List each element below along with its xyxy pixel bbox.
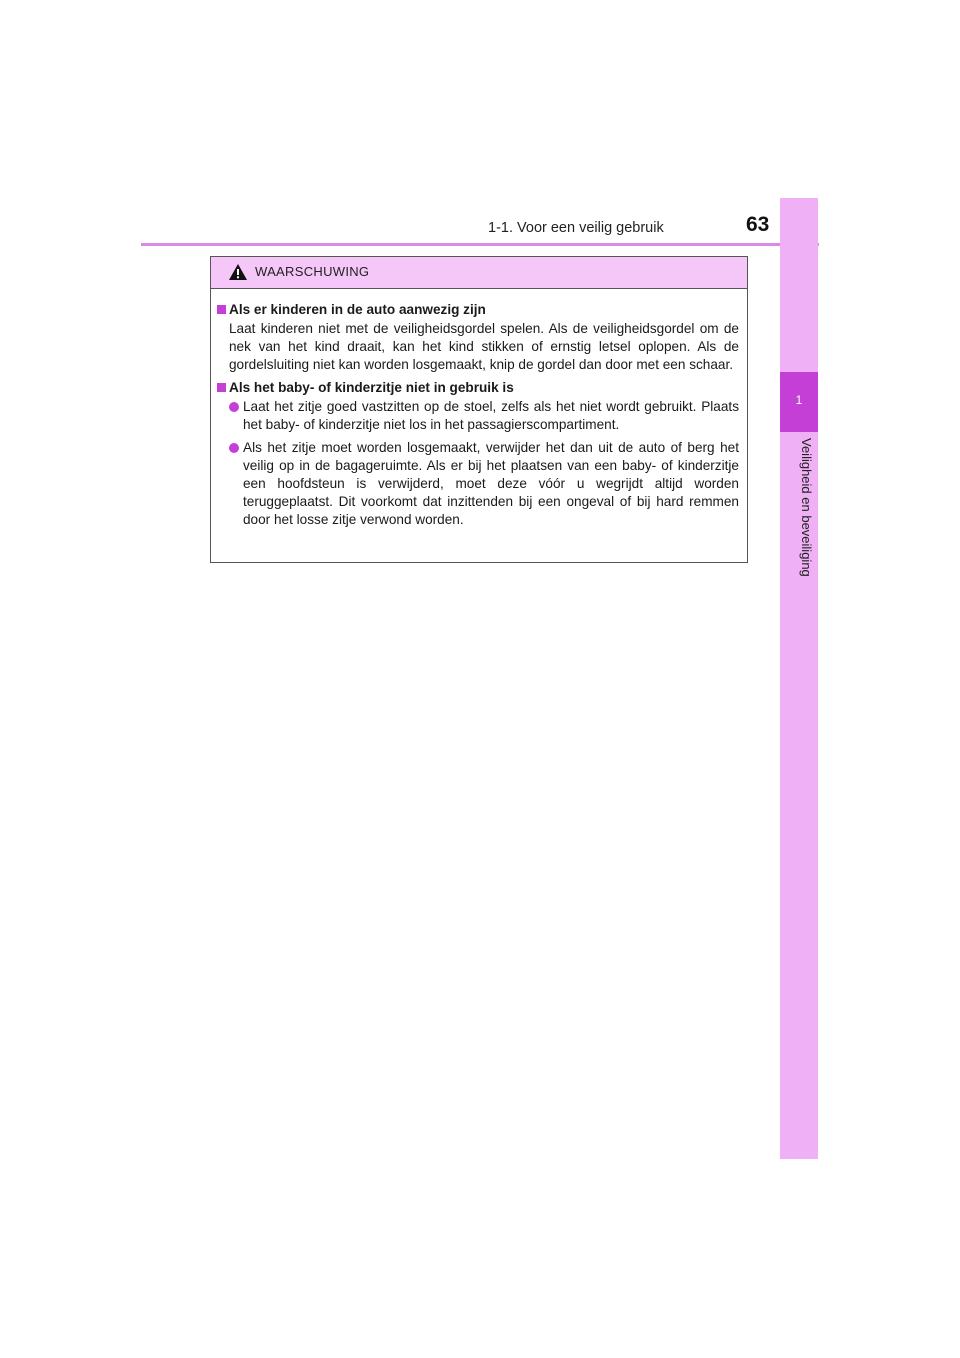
section-title: 1-1. Voor een veilig gebruik (488, 220, 664, 236)
list-item-text: Laat het zitje goed vastzitten op de stoel, zelfs als het niet wordt gebruikt. Plaats het baby- of kinderzitje niet los in het passagierscompartiment. (243, 399, 739, 432)
round-bullet-icon (229, 402, 239, 412)
chapter-title: Veiligheid en beveiliging (799, 438, 814, 577)
warning-box (210, 256, 748, 563)
section-heading-text: Als er kinderen in de auto aanwezig zijn (229, 302, 486, 317)
warning-triangle-icon (228, 263, 248, 281)
chapter-number: 1 (795, 393, 803, 407)
section-heading-text: Als het baby- of kinderzitje niet in gebruik is (229, 380, 514, 395)
square-bullet-icon (217, 305, 226, 314)
side-tab-strip (780, 198, 818, 1159)
list-item (217, 439, 739, 529)
round-bullet-icon (229, 443, 239, 453)
header-rule (141, 243, 819, 246)
section-heading (217, 301, 739, 319)
warning-body (211, 289, 747, 529)
section-paragraph: Laat kinderen niet met de veiligheidsgordel spelen. Als de veiligheidsgordel om de nek van het kind draait, kan het kind stikken of ernstig letsel oplopen. Als de gordelsluiting niet kan worden losgemaakt, knip de gordel dan door met een schaar. (229, 321, 739, 372)
square-bullet-icon (217, 383, 226, 392)
list-item-text: Als het zitje moet worden losgemaakt, verwijder het dan uit de auto of berg het veilig op in de bagageruimte. Als er bij het plaatsen van een baby- of kinderzitje een hoofdsteun is verwijderd, moet deze vóór u wegrijdt altijd worden teruggeplaatst. Dit voorkomt dat inzittenden bij een ongeval of bij hard remmen door het losse zitje verwond worden. (243, 440, 739, 527)
warning-label: WAARSCHUWING (255, 264, 370, 279)
section-heading (217, 379, 739, 397)
warning-header (211, 257, 747, 289)
list-item (217, 398, 739, 434)
page-number: 63 (746, 213, 770, 236)
